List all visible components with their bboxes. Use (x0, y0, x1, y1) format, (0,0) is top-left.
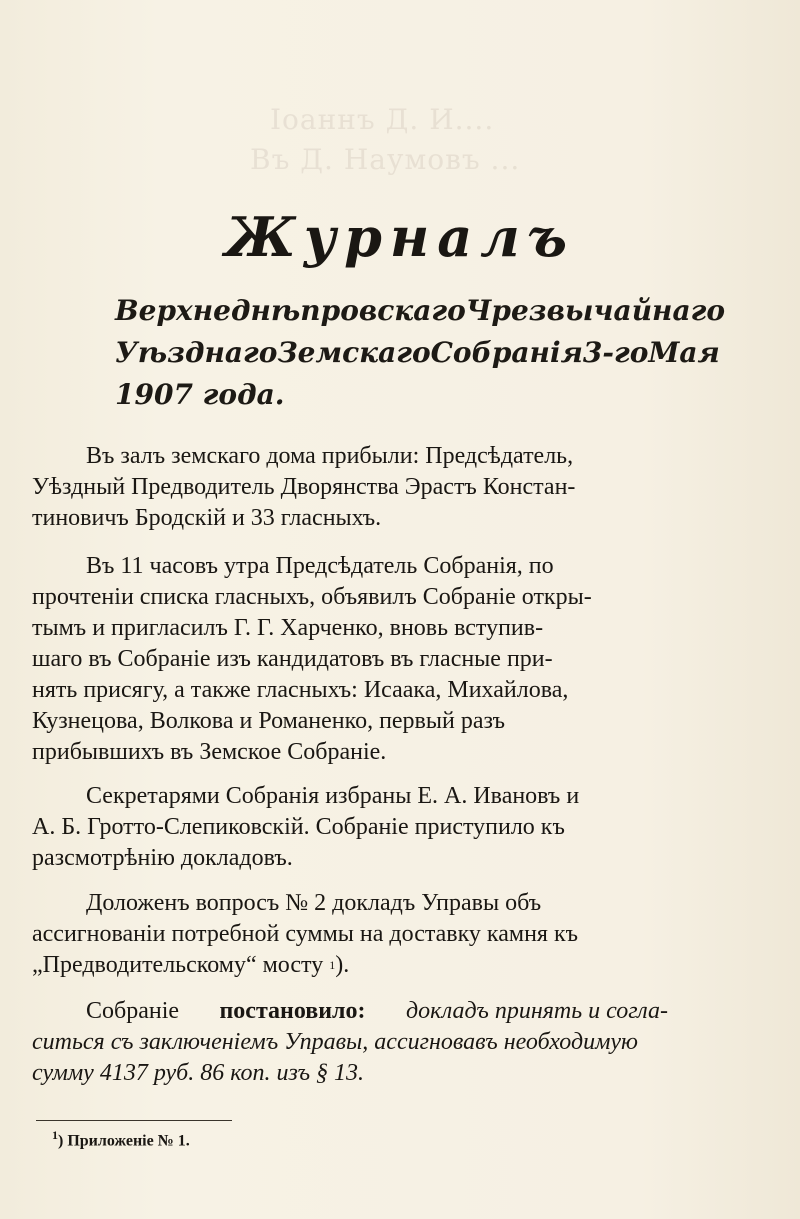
text-line: разсмотрѣнію докладовъ. (32, 845, 293, 871)
bleed-through-text-2: Въ Д. Наумовъ ... (250, 143, 521, 176)
text-line (32, 950, 668, 981)
paragraph-attendance (32, 441, 668, 534)
document-title: Журналъ (224, 205, 576, 269)
text-line: Уѣздный Предводитель Дворянства Эрастъ Констан- (32, 474, 576, 500)
subtitle-line-2 (115, 332, 720, 374)
text-line: нять присягу, а также гласныхъ: Исаака, Михайлова, (32, 677, 569, 703)
text-line: прочтеніи списка гласныхъ, объявилъ Собраніе откры- (32, 584, 592, 610)
text-line: Въ 11 часовъ утра Предсѣдатель Собранія, по (86, 553, 554, 579)
text-line: ситься съ заключеніемъ Управы, ассигновавъ необходимую (32, 1029, 638, 1055)
document-subtitle (115, 290, 726, 416)
footnote-text: ) Приложеніе № 1. (58, 1132, 190, 1150)
footnote (52, 1125, 190, 1151)
subtitle-word: 1907 года. (115, 378, 285, 411)
paragraph-opening (32, 551, 668, 768)
text-line: шаго въ Собраніе изъ кандидатовъ въ гласные при- (32, 646, 553, 672)
footnote-reference: 1 (329, 958, 336, 972)
resolution-keyword: постановило: (219, 998, 366, 1024)
subtitle-word: Уѣзднаго (115, 336, 278, 369)
paragraph-question (32, 888, 668, 981)
paragraph-secretaries (32, 781, 668, 874)
text-line: Кузнецова, Волкова и Романенко, первый разъ (32, 708, 505, 734)
footnote-number: 1 (52, 1128, 58, 1142)
text-line (32, 996, 668, 1027)
subtitle-word: Земскаго (277, 336, 431, 369)
text-fragment: Собраніе (86, 998, 180, 1024)
text-line: тымъ и пригласилъ Г. Г. Харченко, вновь вступив- (32, 615, 544, 641)
text-line: Секретарями Собранія избраны Е. А. Ивановъ и (86, 783, 580, 809)
text-fragment: докладъ принять и согла- (405, 998, 668, 1024)
text-line: тиновичъ Бродскій и 33 гласныхъ. (32, 505, 382, 531)
text-line: Въ залъ земскаго дома прибыли: Предсѣдатель, (86, 443, 574, 469)
subtitle-word: 3-го (582, 336, 649, 369)
text-line: прибывшихъ въ Земское Собраніе. (32, 739, 387, 765)
subtitle-word: Мая (648, 336, 720, 369)
text-fragment: ). (335, 952, 350, 978)
paragraph-resolution (32, 996, 668, 1089)
text-line: Доложенъ вопросъ № 2 докладъ Управы объ (86, 890, 542, 916)
footnote-divider (36, 1120, 232, 1121)
bleed-through-text-1: Іоаннъ Д. И.... (270, 103, 495, 136)
subtitle-word: Чрезвычайнаго (465, 294, 726, 327)
text-line: ассигнованіи потребной суммы на доставку камня къ (32, 921, 579, 947)
text-fragment: „Предводительскому“ мосту (32, 952, 324, 978)
text-line: сумму 4137 руб. 86 коп. изъ § 13. (32, 1060, 365, 1086)
text-line: А. Б. Гротто-Слепиковскій. Собраніе приступило къ (32, 814, 565, 840)
subtitle-line-1 (115, 290, 726, 332)
subtitle-word: Верхнеднѣпровскаго (115, 294, 466, 327)
subtitle-line-3 (115, 374, 675, 416)
subtitle-word: Собранія (430, 336, 583, 369)
